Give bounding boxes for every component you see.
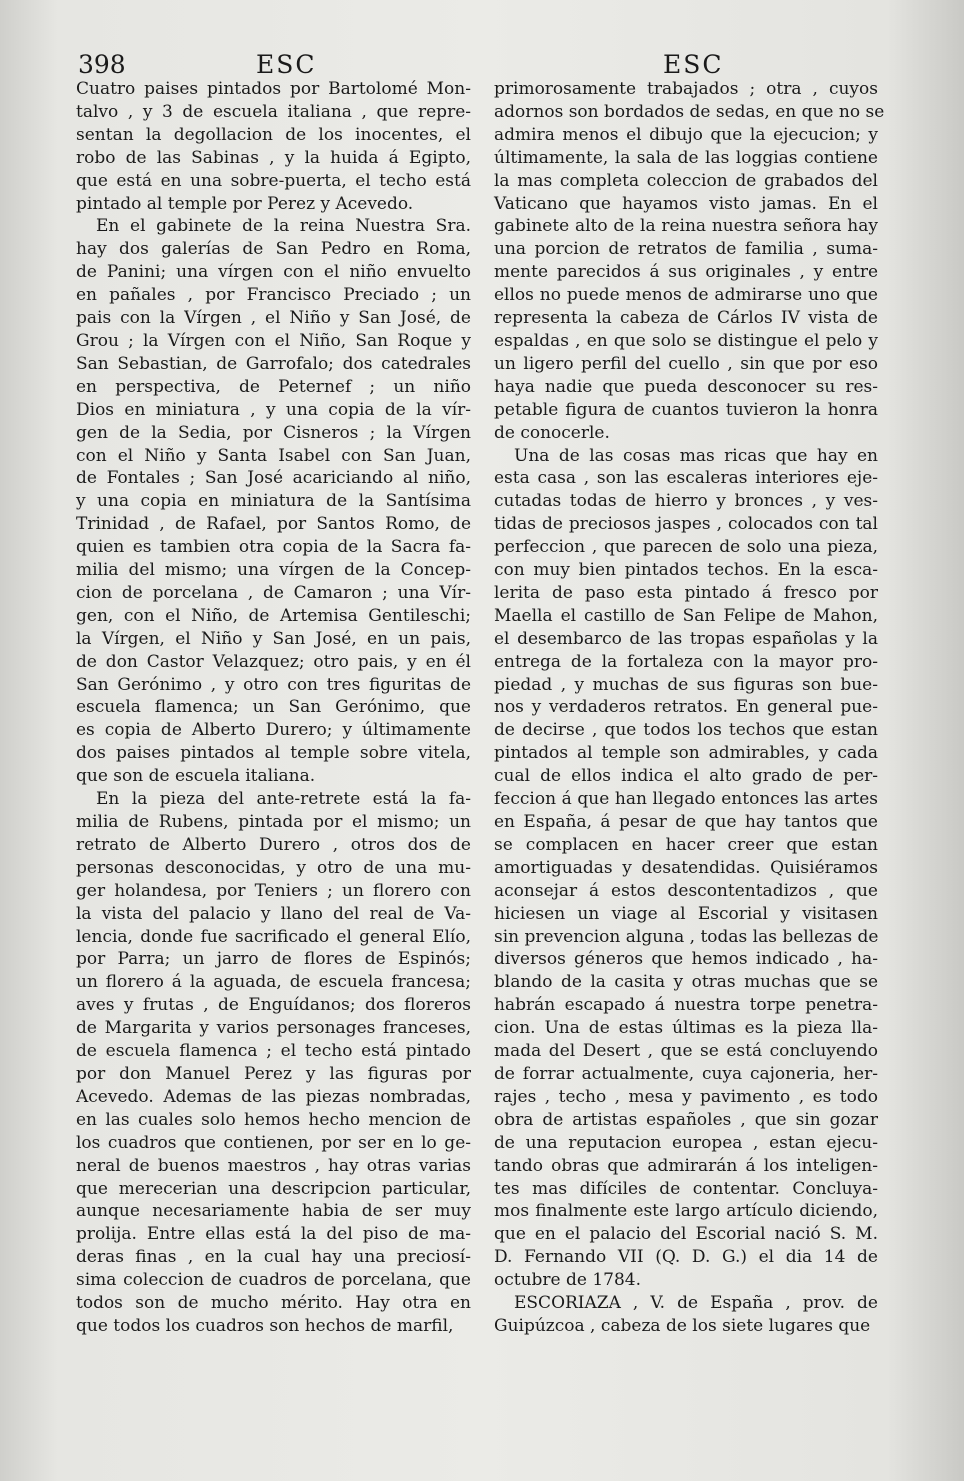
text-line: los cuadros que contienen, por ser en lo ge- [76, 1132, 471, 1153]
text-line: mos finalmente este largo artículo diciendo, [494, 1201, 878, 1222]
text-line: que son de escuela italiana. [76, 766, 316, 787]
text-line: lencia, donde fue sacrificado el general Elío, [76, 926, 471, 947]
text-line: octubre de 1784. [494, 1270, 642, 1291]
text-line: piedad , y muchas de sus figuras son bue- [494, 674, 878, 695]
text-line: en España, á pesar de que hay tantos que [494, 812, 878, 832]
text-line: petable figura de cuantos tuvieron la honra [494, 399, 878, 420]
page-number: 398 [78, 50, 126, 79]
text-line: una porcion de retratos de familia , suma- [494, 239, 878, 260]
text-line: pais con la Vírgen , el Niño y San José, de [76, 308, 471, 329]
text-line: últimamente, la sala de las loggias contiene [494, 147, 878, 168]
text-line: Grou ; la Vírgen con el Niño, San Roque y [76, 330, 471, 351]
text-line: Maella el castillo de San Felipe de Mahon, [494, 605, 878, 626]
text-line: por Parra; un jarro de flores de Espinós; [76, 949, 471, 970]
text-line: Vaticano que hayamos visto jamas. En el [494, 193, 878, 214]
text-line: En la pieza del ante-retrete está la fa- [96, 789, 471, 810]
text-line: sin prevencion alguna , todas las bellezas de [494, 926, 879, 947]
paragraph [494, 78, 885, 445]
text-line: talvo , y 3 de escuela italiana , que repre- [76, 101, 471, 122]
text-line: personas desconocidas, y otro de una mu- [76, 857, 471, 878]
text-line: rajes , techo , mesa y pavimento , es todo [494, 1086, 878, 1107]
text-line: tando obras que admirarán á los inteligen- [494, 1155, 878, 1176]
text-line: milia del mismo; una vírgen de la Concep- [76, 560, 471, 581]
paragraph [76, 788, 471, 1338]
text-line: amortiguadas y desatendidas. Quisiéramos [494, 857, 878, 878]
paragraph [76, 215, 471, 788]
text-line: con muy bien pintados techos. En la esca- [494, 560, 878, 581]
text-line: con el Niño y Santa Isabel con San Juan, [76, 445, 471, 466]
text-line: un florero á la aguada, de escuela francesa; [76, 972, 471, 993]
text-line: neral de buenos maestros , hay otras varias [76, 1155, 471, 1176]
text-line: hay dos galerías de San Pedro en Roma, [76, 239, 471, 260]
text-line: que todos los cuadros son hechos de marfil, [76, 1315, 454, 1336]
text-line: gabinete alto de la reina nuestra señora hay [494, 216, 878, 237]
text-line: aconsejar á estos descontentadizos , que [494, 880, 878, 901]
text-line: de don Castor Velazquez; otro pais, y en él [76, 651, 471, 672]
text-line: feccion á que han llegado entonces las artes [494, 789, 878, 810]
text-line: tes mas difíciles de contentar. Concluya- [494, 1178, 878, 1199]
text-line: obra de artistas españoles , que sin gozar [494, 1109, 878, 1130]
text-line: tidas de preciosos jaspes , colocados con tal [494, 514, 878, 535]
text-line: sima coleccion de cuadros de porcelana, que [76, 1270, 471, 1291]
text-line: cion. Una de estas últimas es la pieza lla- [494, 1018, 878, 1039]
text-line: milia de Rubens, pintada por el mismo; un [76, 812, 471, 832]
text-line: es copia de Alberto Durero; y últimamente [76, 720, 471, 741]
text-line: de Panini; una vírgen con el niño envuelto [76, 262, 471, 283]
text-line: aves y frutas , de Enguídanos; dos floreros [76, 995, 471, 1016]
text-line: San Sebastian, de Garrofalo; dos catedrales [76, 353, 471, 374]
text-line: ESCORIAZA , V. de España , prov. de [514, 1293, 878, 1314]
text-line: Dios en miniatura , y una copia de la vír- [76, 399, 471, 420]
text-line: sentan la degollacion de los inocentes, el [76, 124, 471, 145]
text-line: esta casa , son las escaleras interiores eje- [494, 468, 878, 489]
text-line: y una copia en miniatura de la Santísima [76, 491, 471, 512]
text-line: mada del Desert , que se está concluyendo [494, 1041, 878, 1062]
text-line: retrato de Alberto Durero , otros dos de [76, 834, 471, 855]
text-line: todos son de mucho mérito. Hay otra en [76, 1293, 471, 1314]
text-line: representa la cabeza de Cárlos IV vista de [494, 308, 878, 329]
text-line: cutadas todas de hierro y bronces , y ves- [494, 491, 878, 512]
text-line: ger holandesa, por Teniers ; un florero con [76, 880, 471, 901]
text-line: habrán escapado á nuestra torpe penetra- [494, 995, 878, 1016]
text-line: de una reputacion europea , estan ejecu- [494, 1132, 878, 1153]
text-line: robo de las Sabinas , y la huida á Egipto, [76, 147, 471, 168]
text-line: por don Manuel Perez y las figuras por [76, 1063, 471, 1084]
paragraph [494, 1292, 878, 1338]
text-line: la mas completa coleccion de grabados del [494, 170, 878, 191]
text-line: un ligero perfil del cuello , sin que por eso [494, 353, 878, 374]
text-line: diversos géneros que hemos indicado , ha- [494, 949, 878, 970]
text-line: primorosamente trabajados ; otra , cuyos [494, 79, 878, 99]
text-line: cion de porcelana , de Camaron ; una Vír- [76, 582, 471, 603]
text-line: quien es tambien otra copia de la Sacra fa- [76, 537, 471, 558]
text-line: Una de las cosas mas ricas que hay en [514, 445, 878, 466]
text-line: de Fontales ; San José acariciando al niño, [76, 468, 471, 489]
text-line: lerita de paso esta pintado á fresco por [494, 582, 878, 603]
text-line: Guipúzcoa , cabeza de los siete lugares que [494, 1315, 871, 1336]
text-line: hiciesen un viage al Escorial y visitasen [494, 903, 878, 924]
text-line: de conocerle. [494, 422, 610, 443]
text-line: Cuatro paises pintados por Bartolomé Mon- [76, 79, 471, 99]
text-line: admira menos el dibujo que la ejecucion; y [494, 124, 878, 145]
text-line: en pañales , por Francisco Preciado ; un [76, 285, 471, 306]
text-line: deras finas , en la cual hay una preciosí- [76, 1247, 471, 1268]
text-line: prolija. Entre ellas está la del piso de ma- [76, 1224, 471, 1245]
paragraph [494, 445, 878, 1293]
text-line: en las cuales solo hemos hecho mencion de [76, 1109, 471, 1130]
text-line: pintado al temple por Perez y Acevedo. [76, 193, 414, 214]
text-line: que merecerian una descripcion particular, [76, 1178, 471, 1199]
text-line: En el gabinete de la reina Nuestra Sra. [96, 216, 471, 237]
paragraph [76, 78, 471, 215]
text-line: gen de la Sedia, por Cisneros ; la Vírgen [76, 422, 471, 443]
text-line: blando de la casita y otras muchas que se [494, 972, 878, 993]
text-line: que está en una sobre-puerta, el techo está [76, 170, 471, 191]
text-line: de escuela flamenca ; el techo está pintado [76, 1041, 471, 1062]
text-line: espaldas , en que solo se distingue el pelo y [494, 330, 878, 351]
running-head-left: ESC [256, 50, 317, 79]
text-line: aunque necesariamente habia de ser muy [76, 1201, 471, 1222]
text-line: escuela flamenca; un San Gerónimo, que [76, 697, 471, 718]
text-line: ellos no puede menos de admirarse uno que [494, 285, 878, 306]
text-line: perfeccion , que parecen de solo una pieza, [494, 537, 878, 558]
text-line: gen, con el Niño, de Artemisa Gentileschi; [76, 605, 471, 626]
text-line: D. Fernando VII (Q. D. G.) el dia 14 de [494, 1247, 878, 1268]
text-line: se complacen en hacer creer que estan [494, 834, 878, 855]
text-line: de forrar actualmente, cuya cajoneria, her- [494, 1063, 878, 1084]
text-line: San Gerónimo , y otro con tres figuritas de [76, 674, 471, 695]
text-line: nos y verdaderos retratos. En general pue- [494, 697, 878, 718]
text-line: dos paises pintados al temple sobre vitela, [76, 743, 471, 764]
text-line: cual de ellos indica el alto grado de per- [494, 766, 878, 787]
running-head-right: ESC [663, 50, 724, 79]
text-line: de decirse , que todos los techos que estan [494, 720, 878, 741]
text-line: la Vírgen, el Niño y San José, en un pais, [76, 628, 471, 649]
text-line: Acevedo. Ademas de las piezas nombradas, [76, 1086, 471, 1107]
text-line: de Margarita y varios personages franceses, [76, 1018, 471, 1039]
text-line: pintados al temple son admirables, y cada [494, 743, 878, 764]
text-line: entrega de la fortaleza con la mayor pro- [494, 651, 878, 672]
text-line: que en el palacio del Escorial nació S. M. [494, 1224, 878, 1245]
left-column [76, 78, 471, 1338]
right-column [494, 78, 885, 1338]
text-line: la vista del palacio y llano del real de Va- [76, 903, 471, 924]
text-line: haya nadie que pueda desconocer su res- [494, 376, 878, 397]
text-line: mente parecidos á sus originales , y entre [494, 262, 878, 283]
text-line: Trinidad , de Rafael, por Santos Romo, de [76, 514, 471, 535]
text-line: adornos son bordados de sedas, en que no se [494, 101, 885, 122]
text-line: el desembarco de las tropas españolas y la [494, 628, 878, 649]
text-line: en perspectiva, de Peternef ; un niño [76, 376, 471, 397]
